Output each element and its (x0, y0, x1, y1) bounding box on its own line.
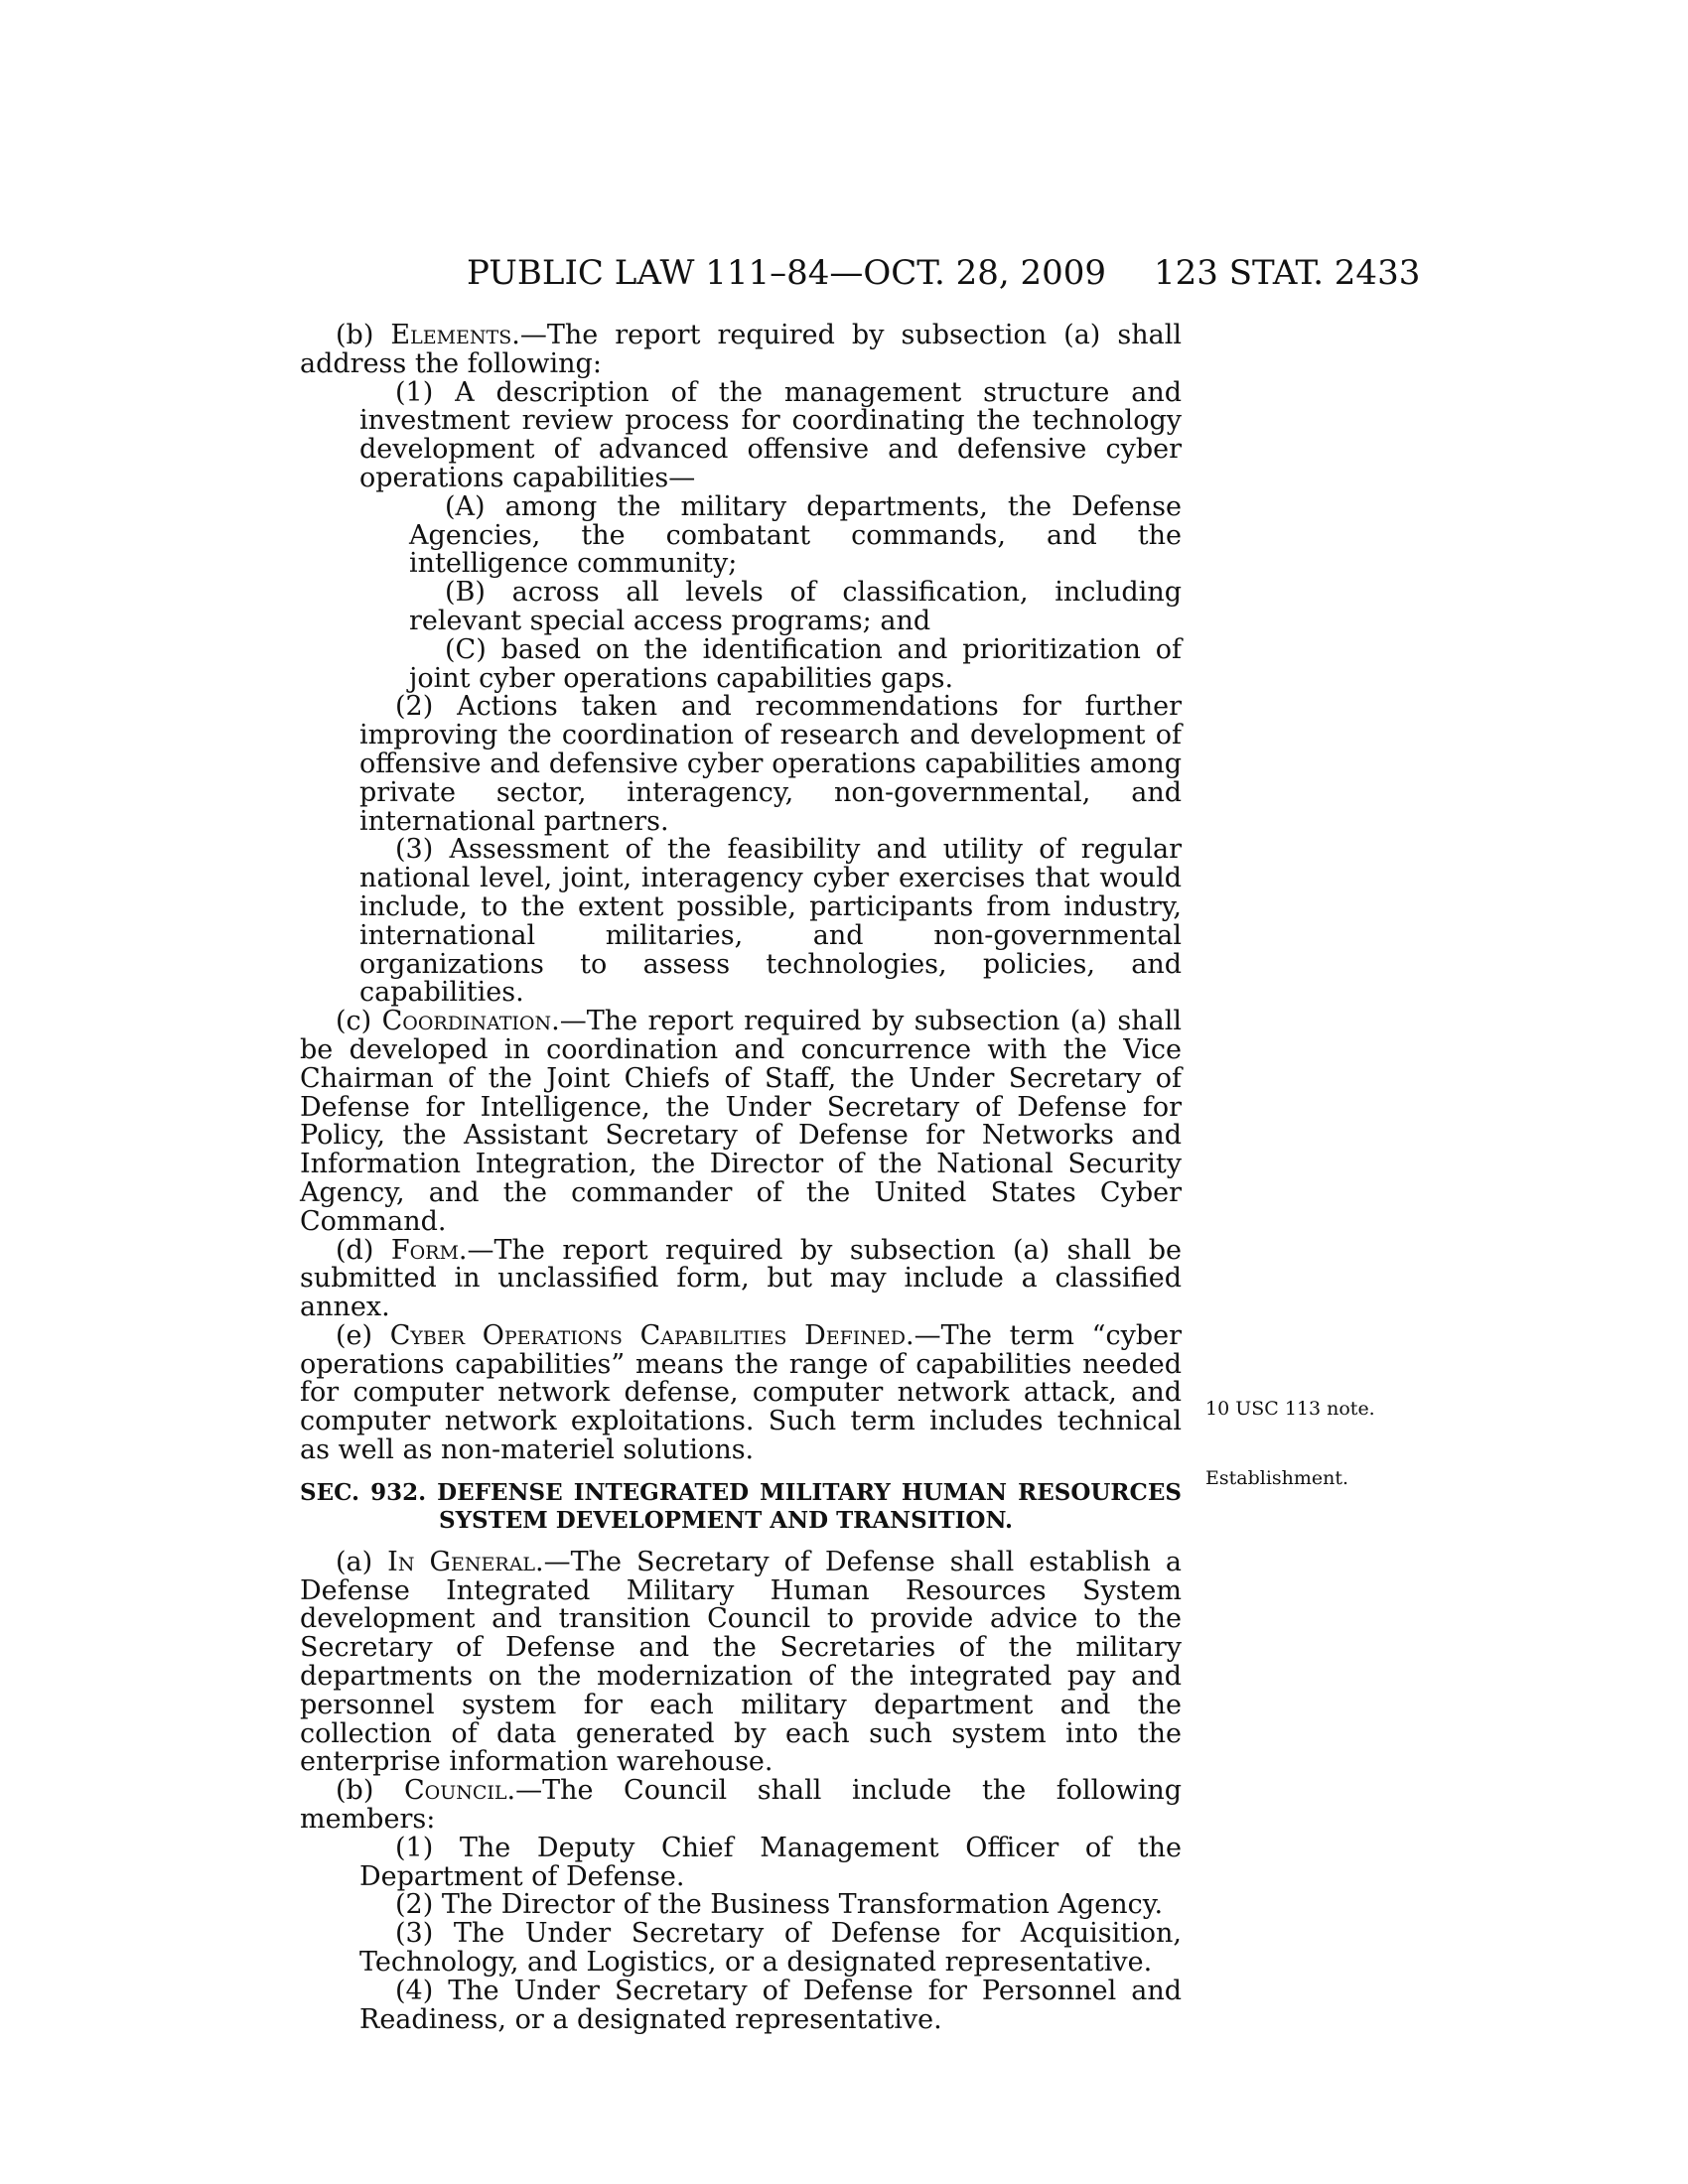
paragraph-1: (1) A description of the management structure and investment review process for coordinating the technology development of advanced offensive and defensive cyber operations capabilities— (359, 376, 1182, 493)
page-header-title: PUBLIC LAW 111–84—OCT. 28, 2009 (467, 253, 1107, 293)
subsection-heading: Form (390, 1234, 459, 1266)
margin-note-citation: 10 USC 113 note. (1205, 1398, 1375, 1420)
council-member-3: (3) The Under Secretary of Defense for Acquisition, Technology, and Logistics, or a designated representative. (359, 1918, 1182, 1979)
subsection-heading: Coordination (381, 1006, 552, 1037)
subparagraph-1B: (B) across all levels of classification, including relevant special access programs; and (409, 577, 1182, 636)
subsection-heading: Elements (390, 320, 512, 350)
subparagraph-1C: (C) based on the identification and prioritization of joint cyber operations capabilities gaps. (409, 633, 1182, 694)
subsection-heading: Cyber Operations Capabilities Defined (389, 1319, 906, 1351)
council-member-2: (2) The Director of the Business Transformation Agency. (395, 1889, 1164, 1921)
paragraph-2: (2) Actions taken and recommendations for further improving the coordination of research and development of offensive and defensive cyber operations capabilities among private sector, interagency, non-governmental, and international partners. (359, 691, 1182, 837)
subsection-d-form: (d) Form.—The report required by subsection (a) shall be submitted in unclassified form, but may include a classified annex. (300, 1234, 1182, 1323)
subsection-heading: In General (387, 1546, 536, 1577)
subsection-a-general: (a) In General.—The Secretary of Defense shall establish a Defense Integrated Military Human Resources System development and transition Council to provide advice to the Secretary of Defense and the Secretaries of the military departments on the modernization of the integrated pay and personnel system for each military department and the collection of data generated by each such system into the enterprise information warehouse. (300, 1546, 1182, 1778)
subsection-b-elements: (b) Elements.—The report required by subsection (a) shall address the following: (300, 320, 1182, 379)
document-body (300, 322, 1182, 2034)
subsection-heading: Council (403, 1775, 507, 1807)
subsection-b-council: (b) Council.—The Council shall include the following members: (300, 1775, 1182, 1836)
subparagraph-1A: (A) among the military departments, the Defense Agencies, the combatant commands, and the intelligence community; (409, 490, 1182, 580)
paragraph-3: (3) Assessment of the feasibility and utility of regular national level, joint, interagency cyber exercises that would include, to the extent possible, participants from industry, international militaries, and non-governmental organizations to assess technologies, policies, and capabilities. (359, 834, 1182, 1009)
council-member-4: (4) The Under Secretary of Defense for Personnel and Readiness, or a designated representative. (359, 1975, 1182, 2035)
page-header-stat: 123 STAT. 2433 (1154, 253, 1421, 293)
subsection-e-defined: (e) Cyber Operations Capabilities Defined.—The term “cyber operations capabilities” means the range of capabilities needed for computer network defense, computer network attack, and computer network exploitations. Such term includes technical as well as non-materiel solutions. (300, 1319, 1182, 1466)
margin-note-establishment: Establishment. (1205, 1467, 1349, 1489)
subsection-c-coordination: (c) Coordination.—The report required by subsection (a) shall be developed in coordination and concurrence with the Vice Chairman of the Joint Chiefs of Staff, the Under Secretary of Defense for Intelligence, the Under Secretary of Defense for Policy, the Assistant Secretary of Defense for Networks and Information Integration, the Director of the National Security Agency, and the commander of the United States Cyber Command. (300, 1006, 1182, 1237)
council-member-1: (1) The Deputy Chief Management Officer of the Department of Defense. (359, 1832, 1182, 1892)
section-932-heading: SEC. 932. DEFENSE INTEGRATED MILITARY HUMAN RESOURCES SYSTEM DEVELOPMENT AND TRANSITION. (300, 1478, 1182, 1534)
